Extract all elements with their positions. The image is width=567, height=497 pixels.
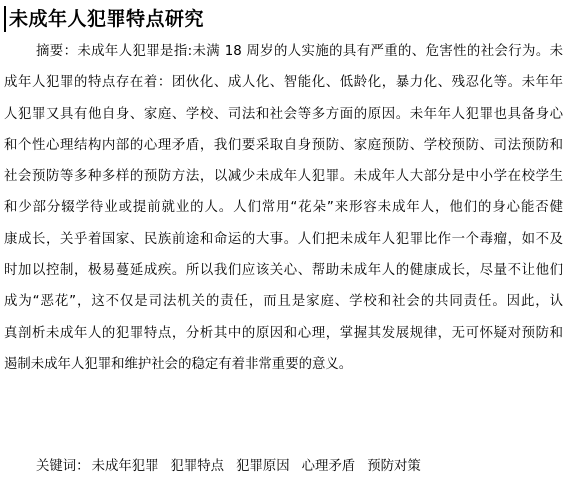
keyword: 心理矛盾 [301, 459, 356, 474]
keyword: 犯罪特点 [170, 459, 225, 474]
title-bar [4, 6, 204, 32]
abstract-line: 成为“恶花”，这不仅是司法机关的责任，而且是家庭、学校和社会的共同责任。因此，认 [4, 294, 563, 310]
keywords-line [36, 457, 433, 477]
abstract-line: 真剖析未成年人的犯罪特点，分析其中的原因和心理，掌握其发展规律，无可怀疑对预防和 [4, 325, 563, 341]
abstract-line: 和少部分辍学待业或提前就业的人。人们常用“花朵”来形容未成年人，他们的身心能否健 [4, 200, 563, 216]
keyword: 犯罪原因 [236, 459, 290, 474]
abstract-line: 和个性心理结构内部的心理矛盾，我们要采取自身预防、家庭预防、学校预防、司法预防和 [4, 137, 563, 153]
abstract-line: 时加以控制，极易蔓延成疾。所以我们应该关心、帮助未成年人的健康成长，尽量不让他们 [4, 263, 563, 279]
abstract-line: 遏制未成年人犯罪和维护社会的稳定有着非常重要的意义。 [4, 356, 353, 372]
keywords-label: 关键词： [36, 459, 90, 474]
abstract-line: 摘要：未成年人犯罪是指:未满 18 周岁的人实施的具有严重的、危害性的社会行为。未 [36, 44, 563, 59]
keyword: 未成年犯罪 [91, 459, 159, 474]
keyword: 预防对策 [367, 459, 421, 474]
abstract-line: 康成长，关乎着国家、民族前途和命运的大事。人们把未成年人犯罪比作一个毒瘤，如不及 [4, 231, 563, 247]
abstract-line: 成年人犯罪的特点存在着：团伙化、成人化、智能化、低龄化，暴力化、残忍化等。未年年 [4, 75, 563, 91]
abstract-paragraph [4, 36, 563, 380]
document-title: 未成年人犯罪特点研究 [9, 8, 205, 30]
abstract-line: 社会预防等多种多样的预防方法，以减少未成年人犯罪。未成年人大部分是中小学在校学生 [4, 169, 563, 185]
abstract-line: 人犯罪又具有他自身、家庭、学校、司法和社会等多方面的原因。未年年人犯罪也具备身心 [4, 106, 563, 122]
